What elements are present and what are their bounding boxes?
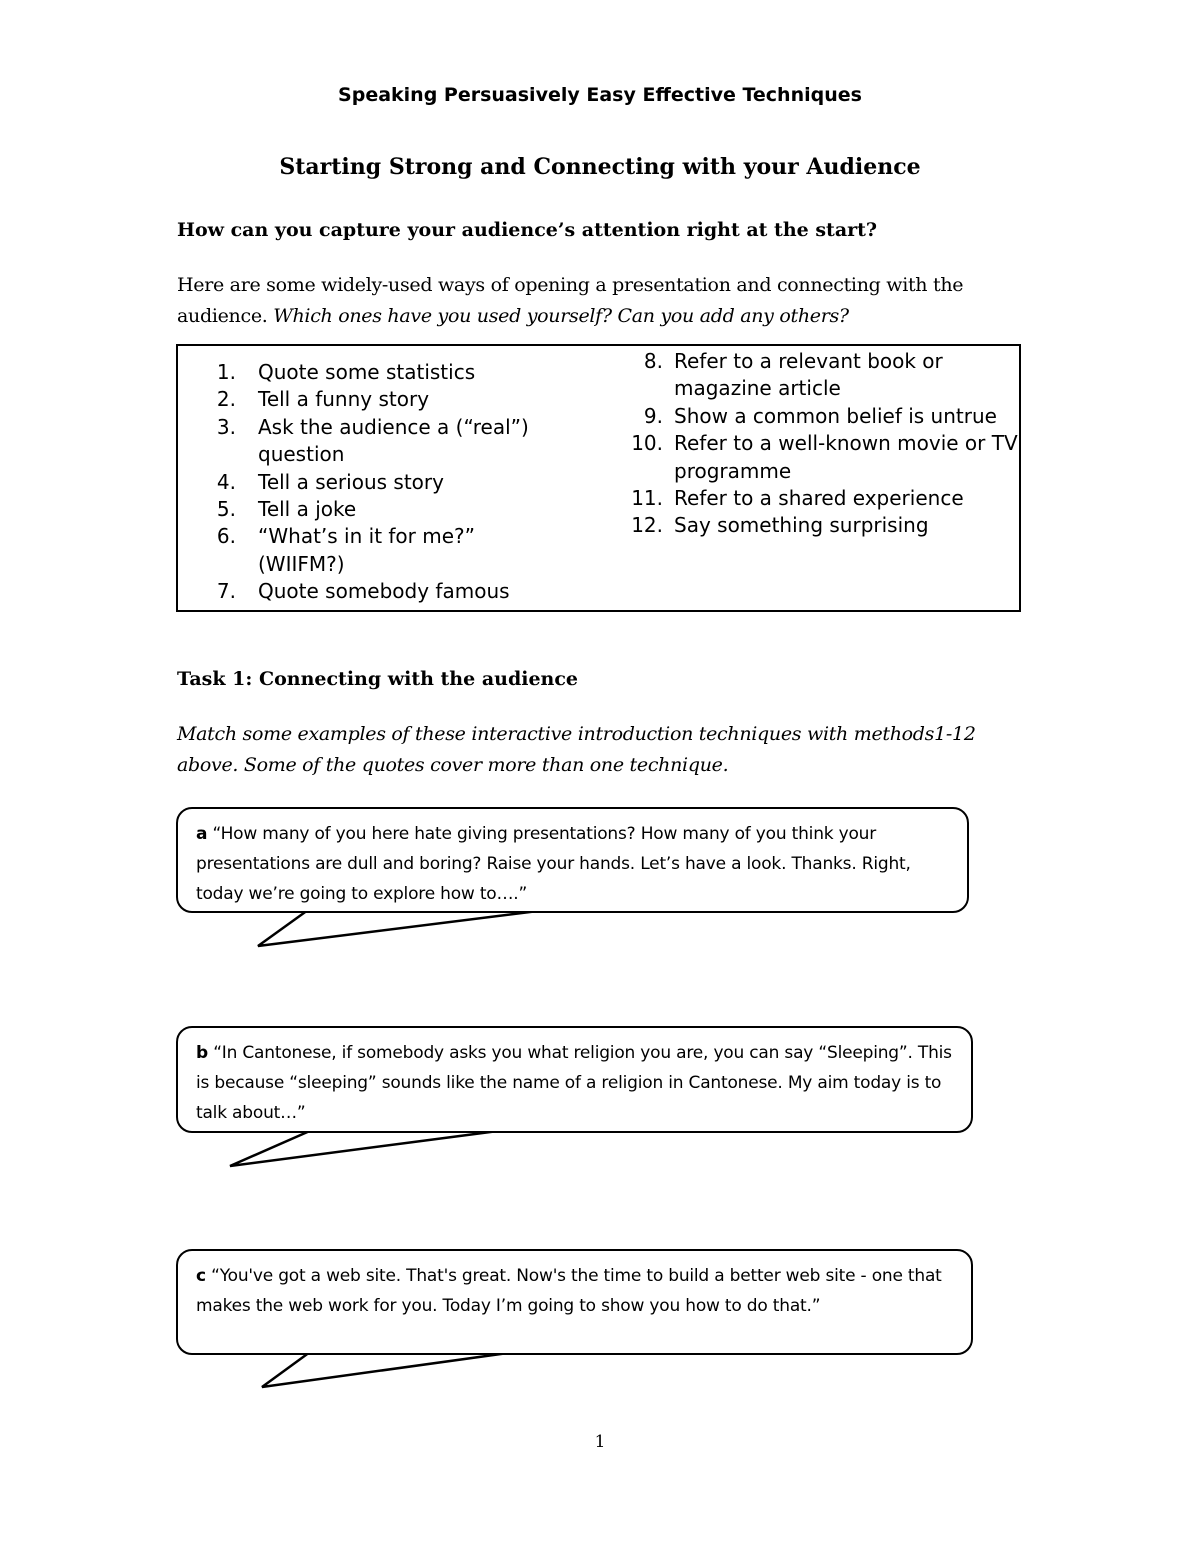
list-item bbox=[178, 414, 558, 469]
list-item bbox=[178, 578, 558, 605]
quote-bubble-a bbox=[176, 807, 969, 913]
list-item bbox=[631, 512, 1021, 539]
list-item bbox=[631, 403, 1021, 430]
list-item-number: 4. bbox=[216, 469, 236, 494]
task-title: Task 1: Connecting with the audience bbox=[177, 668, 579, 690]
list-item-text: Refer to a shared experience bbox=[674, 486, 964, 511]
list-item-text: Refer to a relevant book or magazine article bbox=[674, 349, 943, 401]
list-item-text: Quote somebody famous bbox=[258, 579, 510, 604]
quote-text: “You've got a web site. That's great. Now's the time to build a better web site - one that makes the web work for you. Today I’m going to show you how to do that.” bbox=[196, 1266, 942, 1316]
quote-tag: b bbox=[196, 1043, 208, 1063]
list-item-number: 11. bbox=[631, 486, 663, 511]
list-item-number: 9. bbox=[643, 403, 663, 428]
intro-paragraph bbox=[177, 270, 1047, 332]
list-item-text: Ask the audience a (“real”) question bbox=[258, 414, 529, 467]
quote-tag: c bbox=[196, 1266, 206, 1286]
quote-bubble-c bbox=[176, 1249, 973, 1355]
list-item-text: Quote some statistics bbox=[258, 360, 476, 384]
list-item-text: Refer to a well-known movie or TV programme bbox=[674, 431, 1018, 483]
speech-bubble-tail-a bbox=[258, 910, 538, 946]
list-item-text: Tell a funny story bbox=[258, 387, 430, 412]
list-item-number: 7. bbox=[216, 579, 236, 604]
list-item bbox=[178, 386, 558, 413]
section-question: How can you capture your audience’s attention right at the start? bbox=[177, 219, 878, 241]
intro-italic-text: Which ones have you used yourself? Can you add any others? bbox=[273, 305, 849, 327]
list-item-number: 3. bbox=[216, 414, 236, 439]
list-item-text: Tell a joke bbox=[258, 497, 357, 522]
methods-list-left bbox=[178, 359, 558, 606]
list-item bbox=[631, 485, 1021, 512]
list-item-text: Tell a serious story bbox=[258, 469, 444, 494]
list-item-number: 2. bbox=[216, 387, 236, 412]
list-item-number: 12. bbox=[631, 513, 663, 538]
quote-bubble-b bbox=[176, 1026, 973, 1133]
list-item bbox=[631, 348, 1021, 403]
methods-box bbox=[176, 344, 1021, 612]
list-item-number: 5. bbox=[216, 497, 236, 522]
task-instruction: Match some examples of these interactive introduction techniques with methods1-12 above. Some of the quotes cover more than one technique. bbox=[177, 723, 976, 776]
list-item bbox=[178, 469, 558, 496]
list-item-number: 8. bbox=[643, 349, 663, 373]
intro-text: Here are some widely-used ways of opening a presentation and connecting with the audience. bbox=[177, 274, 964, 327]
list-item bbox=[178, 523, 558, 578]
quote-text: “In Cantonese, if somebody asks you what religion you are, you can say “Sleeping”. This is because “sleeping” sounds like the name of a religion in Cantonese. My aim today is to talk about…” bbox=[196, 1043, 952, 1123]
quote-tag: a bbox=[196, 824, 208, 844]
list-item bbox=[178, 496, 558, 523]
methods-list-right bbox=[631, 348, 1021, 540]
page-number: 1 bbox=[594, 1432, 606, 1452]
page-heading: Starting Strong and Connecting with your Audience bbox=[279, 154, 921, 180]
list-item-text: “What’s in it for me?” (WIIFM?) bbox=[258, 524, 476, 576]
list-item-text: Say something surprising bbox=[674, 513, 929, 538]
list-item bbox=[631, 430, 1021, 485]
list-item bbox=[178, 359, 558, 386]
speech-bubble-tail-c bbox=[262, 1352, 508, 1387]
speech-bubble-tail-b bbox=[230, 1130, 498, 1166]
list-item-number: 1. bbox=[216, 360, 236, 384]
list-item-number: 10. bbox=[631, 431, 663, 456]
list-item-number: 6. bbox=[216, 524, 236, 549]
running-title: Speaking Persuasively Easy Effective Techniques bbox=[338, 84, 862, 106]
quote-text: “How many of you here hate giving presentations? How many of you think your presentations are dull and boring? Raise your hands. Let’s have a look. Thanks. Right, today we’re going to explore how to….” bbox=[196, 824, 911, 904]
list-item-text: Show a common belief is untrue bbox=[674, 403, 997, 428]
